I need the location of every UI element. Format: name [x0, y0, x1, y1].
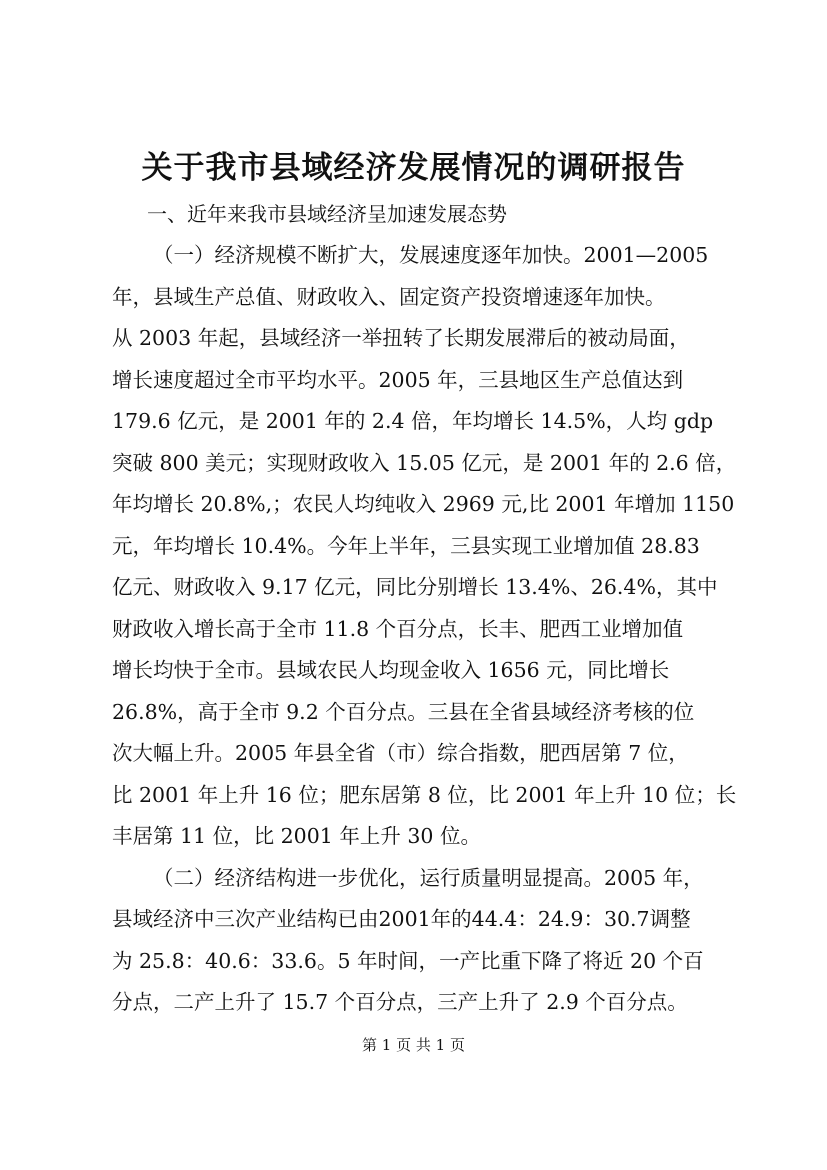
- paragraph-line: 次大幅上升。2005 年县全省（市）综合指数，肥西居第 7 位，: [112, 741, 689, 765]
- paragraph-line: 增长速度超过全市平均水平。2005 年，三县地区生产总值达到: [112, 367, 684, 392]
- paragraph-line: 从 2003 年起，县域经济一举扭转了长期发展滞后的被动局面，: [112, 326, 690, 350]
- paragraph-line: 179.6 亿元，是 2001 年的 2.4 倍，年均增长 14.5%，人均 gdp: [112, 409, 714, 433]
- page-footer: 第 1 页 共 1 页: [362, 1036, 465, 1054]
- paragraph-line: （一）经济规模不断扩大，发展速度逐年加快。2001—2005: [153, 243, 709, 267]
- paragraph-line: 年，县域生产总值、财政收入、固定资产投资增速逐年加快。: [112, 284, 666, 309]
- paragraph-line: 26.8%，高于全市 9.2 个百分点。三县在全省县域经济考核的位: [112, 699, 695, 724]
- paragraph-line: 为 25.8：40.6：33.6。5 年时间，一产比重下降了将近 20 个百: [112, 948, 704, 973]
- document-title: 关于我市县域经济发展情况的调研报告: [141, 150, 686, 186]
- paragraph-line: （二）经济结构进一步优化，运行质量明显提高。2005 年，: [153, 865, 704, 890]
- paragraph-line: 财政收入增长高于全市 11.8 个百分点，长丰、肥西工业增加值: [112, 616, 684, 641]
- paragraph-line: 突破 800 美元；实现财政收入 15.05 亿元，是 2001 年的 2.6 倍，: [112, 450, 737, 475]
- section-heading: 一、近年来我市县域经济呈加速发展态势: [147, 202, 507, 226]
- paragraph-line: 年均增长 20.8%,；农民人均纯收入 2969 元,比 2001 年增加 1150: [112, 492, 735, 516]
- paragraph-line: 分点，二产上升了 15.7 个百分点，三产上升了 2.9 个百分点。: [112, 990, 688, 1014]
- paragraph-line: 增长均快于全市。县域农民人均现金收入 1656 元，同比增长: [112, 658, 670, 682]
- paragraph-line: 亿元、财政收入 9.17 亿元，同比分别增长 13.4%、26.4%，其中: [112, 575, 718, 599]
- paragraph-line: 县域经济中三次产业结构已由2001年的44.4：24.9：30.7调整: [112, 907, 691, 931]
- paragraph-line: 丰居第 11 位，比 2001 年上升 30 位。: [112, 824, 481, 848]
- paragraph-line: 比 2001 年上升 16 位；肥东居第 8 位，比 2001 年上升 10 位；长: [112, 782, 737, 807]
- paragraph-line: 元，年均增长 10.4%。今年上半年，三县实现工业增加值 28.83: [112, 533, 700, 558]
